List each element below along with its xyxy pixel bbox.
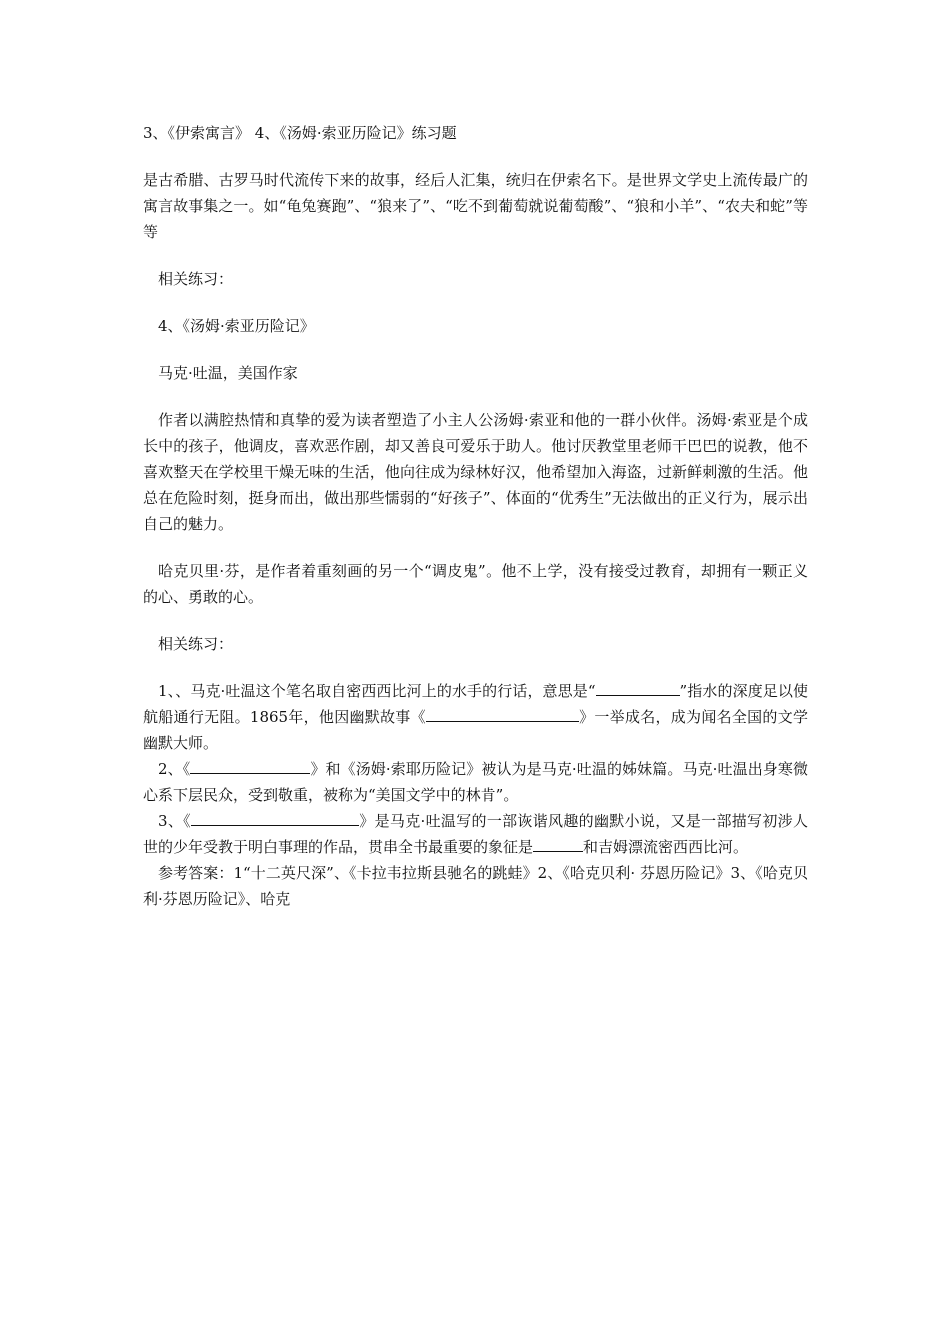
answer-blank bbox=[190, 758, 310, 774]
question-text: 2、《 bbox=[158, 760, 191, 778]
question-text: 1、、马克·吐温这个笔名取自密西西比河上的水手的行话，意思是“ bbox=[158, 682, 596, 700]
answer-blank bbox=[596, 680, 680, 696]
aesop-intro-paragraph: 是古希腊、古罗马时代流传下来的故事，经后人汇集，统归在伊索名下。是世界文学史上流传最广的寓言故事集之一。如“龟兔赛跑”、“狼来了”、“吃不到葡萄就说葡萄酸”、“狼和小羊”、“农夫和蛇”等等 bbox=[143, 171, 808, 241]
practice-label: 相关练习： bbox=[158, 635, 234, 653]
question-2 bbox=[143, 756, 808, 808]
spacer bbox=[143, 386, 808, 407]
section-heading: 4、《汤姆·索亚历险记》 bbox=[158, 317, 315, 335]
question-text: ”指水的深度足以使航船通行无阻。1865年，他因幽默故事《 bbox=[143, 682, 809, 726]
spacer bbox=[143, 339, 808, 360]
spacer bbox=[143, 146, 808, 167]
spacer bbox=[143, 610, 808, 631]
document-body bbox=[143, 120, 808, 912]
tom-summary-paragraph: 作者以满腔热情和真挚的爱为读者塑造了小主人公汤姆·索亚和他的一群小伙伴。汤姆·索亚是个成长中的孩子，他调皮，喜欢恶作剧，却又善良可爱乐于助人。他讨厌教堂里老师干巴巴的说教，他不喜欢整天在学校里干燥无味的生活，他向往成为绿林好汉，他希望加入海盗，过新鲜刺激的生活。他总在危险时刻，挺身而出，做出那些懦弱的“好孩子”、体面的“优秀生”无法做出的正义行为，展示出自己的魅力。 bbox=[143, 411, 808, 533]
answer-key: 参考答案：1“十二英尺深”、《卡拉韦拉斯县驰名的跳蛙》2、《哈克贝利· 芬恩历险记》3、《哈克贝利·芬恩历险记》、哈克 bbox=[143, 864, 808, 908]
answer-blank bbox=[426, 706, 579, 722]
spacer bbox=[143, 292, 808, 313]
spacer bbox=[143, 657, 808, 678]
question-text: 3、《 bbox=[158, 812, 191, 830]
document-title: 3、《伊索寓言》 4、《汤姆·索亚历险记》练习题 bbox=[143, 124, 457, 142]
answer-blank bbox=[533, 836, 583, 852]
question-text: 和吉姆漂流密西西比河。 bbox=[583, 838, 749, 856]
spacer bbox=[143, 245, 808, 266]
author-line: 马克·吐温，美国作家 bbox=[158, 364, 298, 382]
question-1 bbox=[143, 678, 808, 756]
question-text: 》和《汤姆·索耶历险记》被认为是马克·吐温的姊妹篇。马克·吐温出身寒微心系下层民众，受到敬重，被称为“美国文学中的林肯”。 bbox=[143, 760, 809, 804]
practice-label: 相关练习： bbox=[158, 270, 234, 288]
question-text: 》一举成名，成为闻名全国的文学幽默大师。 bbox=[143, 708, 808, 752]
question-3 bbox=[143, 808, 808, 860]
spacer bbox=[143, 537, 808, 558]
question-text: 》是马克·吐温写的一部诙谐风趣的幽默小说，又是一部描写初涉人世的少年受教于明白事理的作品，贯串全书最重要的象征是 bbox=[143, 812, 808, 856]
answer-blank bbox=[191, 810, 359, 826]
huck-summary-paragraph: 哈克贝里·芬，是作者着重刻画的另一个“调皮鬼”。他不上学，没有接受过教育，却拥有一颗正义的心、勇敢的心。 bbox=[143, 562, 808, 606]
